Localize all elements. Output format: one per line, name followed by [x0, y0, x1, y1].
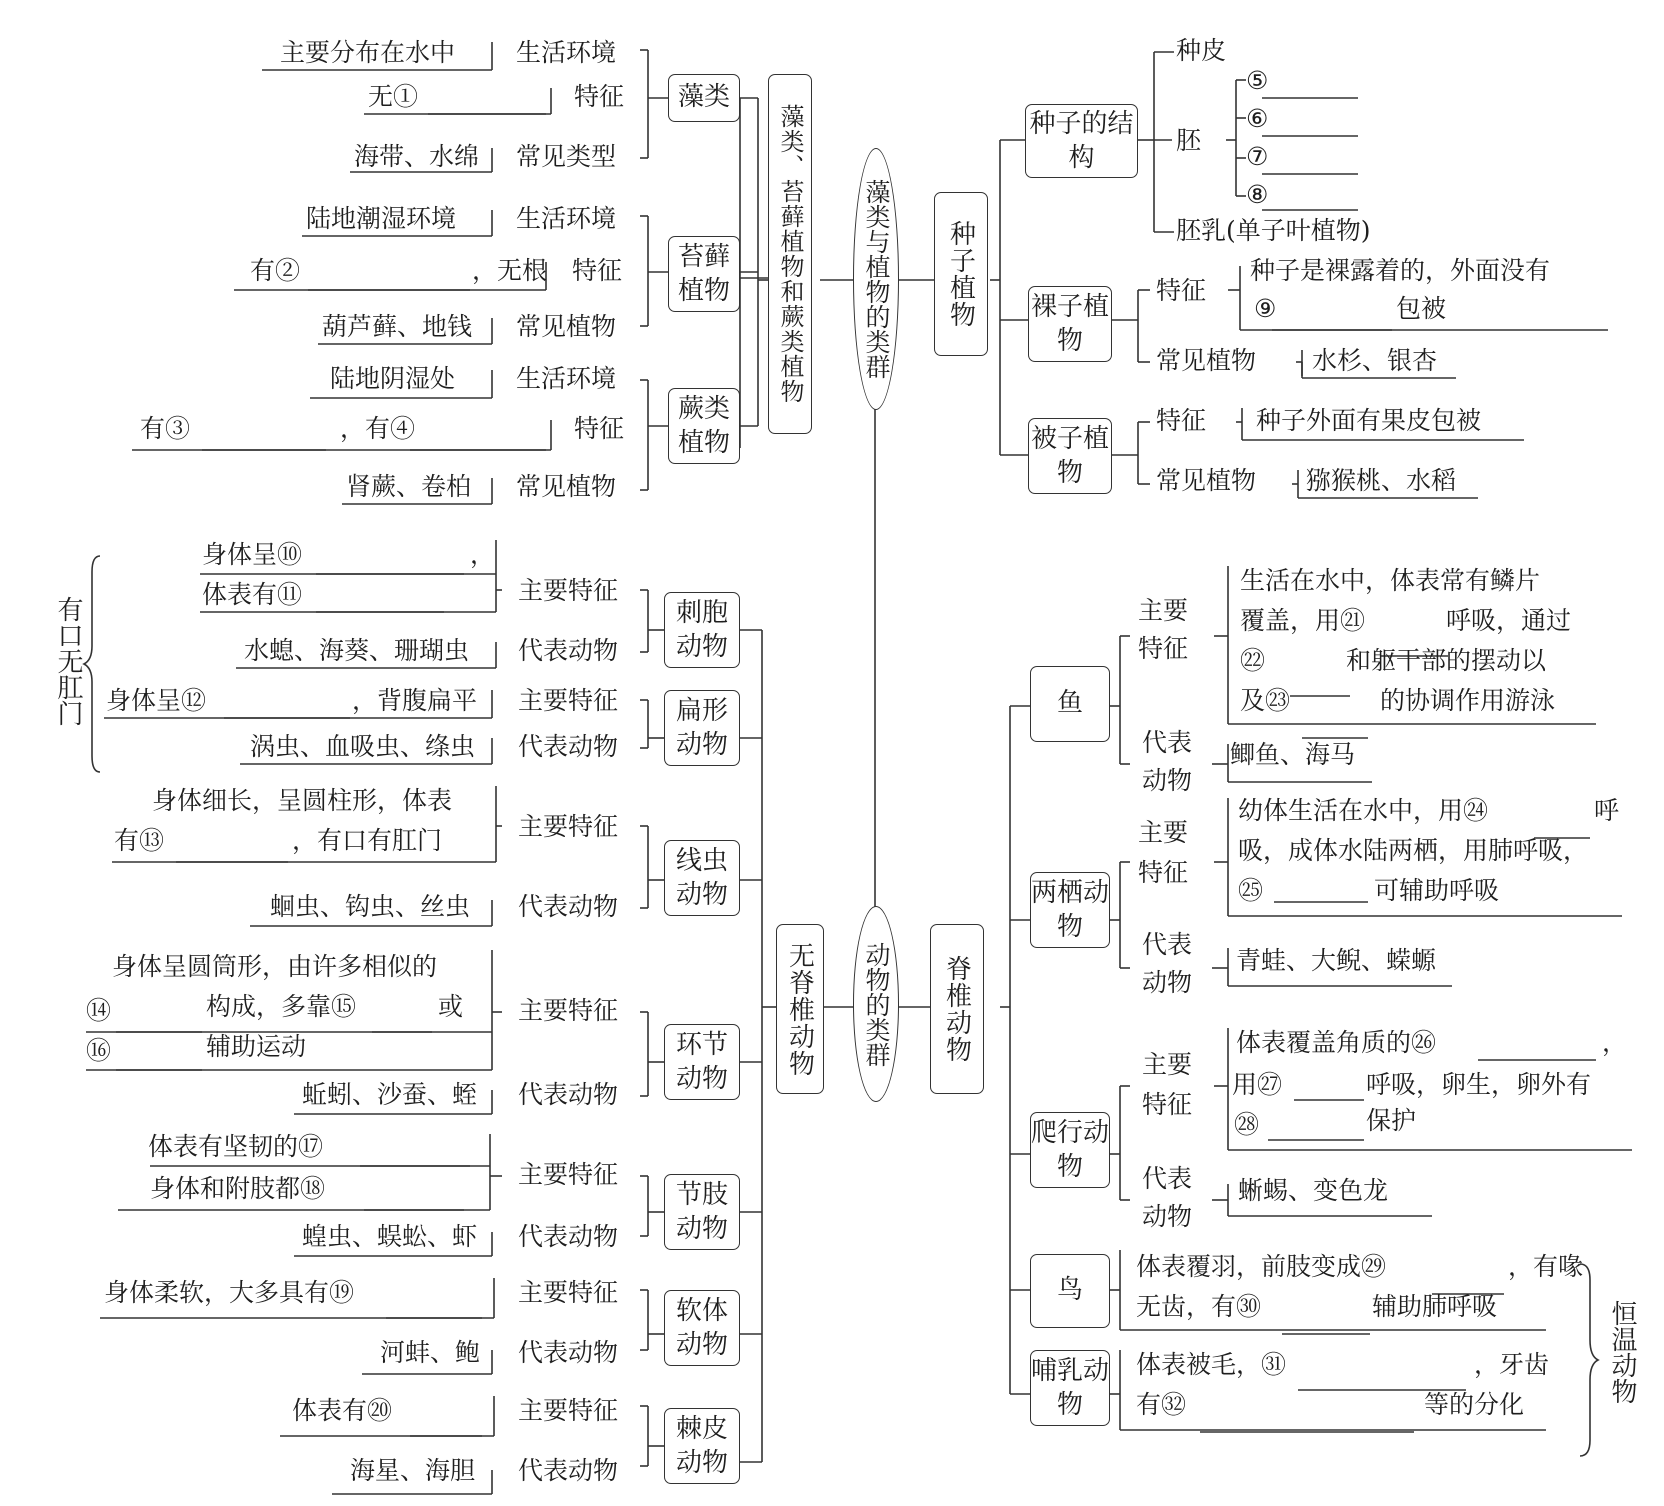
- mammal-node: 哺乳动物: [1030, 1350, 1110, 1426]
- reptile-l3b: 保护: [1366, 1106, 1417, 1135]
- reptile-rep-label-1: 代表: [1142, 1164, 1193, 1193]
- algae-habitat-label: 生活环境: [516, 38, 617, 67]
- annelid-rep-label: 代表动物: [518, 1080, 619, 1109]
- fish-l2b: 呼吸，通过: [1446, 606, 1572, 635]
- no-anus-brace-label: 有口无肛门: [53, 596, 83, 726]
- algae-feature: 无①: [368, 82, 419, 111]
- nematode-f2b: ，有口有肛门: [292, 826, 443, 855]
- reptile-l1a: 体表覆盖角质的㉖: [1236, 1028, 1437, 1057]
- mollusk-main-label: 主要特征: [518, 1278, 619, 1307]
- mollusk-node: 软体动物: [664, 1290, 740, 1366]
- arthropod-f1: 体表有坚韧的⑰: [148, 1132, 324, 1161]
- invertebrates-node: 无脊椎动物: [776, 924, 824, 1094]
- angio-feature: 种子外面有果皮包被: [1256, 406, 1482, 435]
- cnidaria-rep: 水螅、海葵、珊瑚虫: [244, 636, 470, 665]
- fish-l3b: 和躯干部的摆动以: [1346, 646, 1547, 675]
- angio-types: 猕猴桃、水稻: [1306, 466, 1457, 495]
- amphibian-rep-label-2: 动物: [1142, 968, 1193, 997]
- annelid-f3b: 辅助运动: [206, 1032, 307, 1061]
- mammal-l1a: 体表被毛，㉛: [1136, 1350, 1287, 1379]
- reptile-main-label-2: 特征: [1142, 1090, 1193, 1119]
- nematode-main-label: 主要特征: [518, 812, 619, 841]
- angio-types-label: 常见植物: [1156, 466, 1257, 495]
- mammal-l2b: 等的分化: [1424, 1390, 1525, 1419]
- cnidaria-f1: 身体呈⑩: [202, 540, 303, 569]
- embryo-part-6: ⑥: [1246, 104, 1269, 133]
- amphibian-l3a: ㉕: [1238, 876, 1264, 905]
- flatworm-f1: 身体呈⑫: [106, 686, 207, 715]
- echino-main-label: 主要特征: [518, 1396, 619, 1425]
- algae-node: 藻类: [668, 74, 740, 122]
- mollusk-rep: 河蚌、鲍: [380, 1338, 481, 1367]
- cnidaria-node: 刺胞动物: [664, 592, 740, 668]
- fish-node: 鱼: [1030, 666, 1110, 742]
- embryo: 胚: [1176, 126, 1202, 155]
- amphibian-main-label-1: 主要: [1138, 818, 1189, 847]
- reptile-rep: 蜥蜴、变色龙: [1238, 1176, 1389, 1205]
- fern-feature-b: ，有④: [340, 414, 416, 443]
- moss-habitat-label: 生活环境: [516, 204, 617, 233]
- echino-rep: 海星、海胆: [350, 1456, 476, 1485]
- fish-l1: 生活在水中，体表常有鳞片: [1240, 566, 1541, 595]
- seed-structure-node: 种子的结构: [1025, 104, 1138, 178]
- gymno-types: 水杉、银杏: [1312, 346, 1438, 375]
- gymno-types-label: 常见植物: [1156, 346, 1257, 375]
- arthropod-node: 节肢动物: [664, 1174, 740, 1250]
- fish-l3a: ㉒: [1240, 646, 1266, 675]
- flatworm-node: 扁形动物: [664, 690, 740, 766]
- cnidaria-f1-end: ，: [470, 540, 496, 569]
- cnidaria-rep-label: 代表动物: [518, 636, 619, 665]
- bird-l2a: 无齿，有㉚: [1136, 1292, 1262, 1321]
- bird-l2b: 辅助肺呼吸: [1372, 1292, 1498, 1321]
- annelid-f2b: 构成，多靠⑮: [206, 992, 357, 1021]
- amphibian-l1a: 幼体生活在水中，用㉔: [1238, 796, 1489, 825]
- reptile-l2b: 呼吸，卵生，卵外有: [1366, 1070, 1592, 1099]
- arthropod-rep: 蝗虫、蜈蚣、虾: [302, 1222, 478, 1251]
- mammal-l1b: ，牙齿: [1474, 1350, 1550, 1379]
- amphibian-l3b: 可辅助呼吸: [1374, 876, 1500, 905]
- moss-feature-label: 特征: [572, 256, 623, 285]
- amphibian-node: 两栖动物: [1030, 872, 1110, 948]
- moss-feature-a: 有②: [250, 256, 301, 285]
- amphibian-rep-label-1: 代表: [1142, 930, 1193, 959]
- fern-habitat: 陆地阴湿处: [330, 364, 456, 393]
- fish-l4a: 及㉓: [1240, 686, 1291, 715]
- angio-feature-label: 特征: [1156, 406, 1207, 435]
- reptile-l2a: 用㉗: [1232, 1070, 1283, 1099]
- annelid-f2a: ⑭: [86, 996, 112, 1025]
- gymno-feature-line2b: 包被: [1396, 294, 1447, 323]
- nematode-f1: 身体细长，呈圆柱形，体表: [152, 786, 453, 815]
- warm-blooded-brace-label: 恒温动物: [1607, 1300, 1637, 1404]
- annelid-f3a: ⑯: [86, 1036, 112, 1065]
- moss-name: 苔藓植物: [677, 242, 730, 306]
- fern-name: 蕨类植物: [677, 394, 730, 458]
- arthropod-main-label: 主要特征: [518, 1160, 619, 1189]
- mollusk-f1: 身体柔软，大多具有⑲: [104, 1278, 355, 1307]
- algae-types-label: 常见类型: [516, 142, 617, 171]
- endosperm: 胚乳(单子叶植物): [1176, 216, 1371, 245]
- bird-l1a: 体表覆羽，前肢变成㉙: [1136, 1252, 1387, 1281]
- reptile-l1b: ，: [1602, 1028, 1628, 1057]
- cnidaria-main-label: 主要特征: [518, 576, 619, 605]
- moss-feature-b: ，无根: [472, 256, 548, 285]
- arthropod-f2: 身体和附肢都⑱: [150, 1174, 326, 1203]
- moss-habitat: 陆地潮湿环境: [306, 204, 457, 233]
- flatworm-rep: 涡虫、血吸虫、绦虫: [250, 732, 476, 761]
- echino-rep-label: 代表动物: [518, 1456, 619, 1485]
- nematode-f2a: 有⑬: [114, 826, 165, 855]
- echinoderm-node: 棘皮动物: [664, 1408, 740, 1484]
- moss-node: [668, 236, 740, 312]
- reptile-rep-label-2: 动物: [1142, 1202, 1193, 1231]
- flatworm-main-label: 主要特征: [518, 686, 619, 715]
- gymno-feature-line1: 种子是裸露着的，外面没有: [1250, 256, 1551, 285]
- reptile-main-label-1: 主要: [1142, 1050, 1193, 1079]
- annelid-main-label: 主要特征: [518, 996, 619, 1025]
- echino-f1: 体表有⑳: [292, 1396, 393, 1425]
- algae-feature-label: 特征: [574, 82, 625, 111]
- flatworm-f1-end: ，背腹扁平: [352, 686, 478, 715]
- fern-habitat-label: 生活环境: [516, 364, 617, 393]
- seed-plants-node: 种子植物: [934, 192, 988, 356]
- fern-feature-label: 特征: [574, 414, 625, 443]
- angiosperm-node: 被子植物: [1028, 418, 1112, 494]
- embryo-part-8: ⑧: [1246, 180, 1269, 209]
- moss-types: 葫芦藓、地钱: [322, 312, 473, 341]
- algae-habitat: 主要分布在水中: [280, 38, 456, 67]
- moss-types-label: 常见植物: [516, 312, 617, 341]
- mollusk-rep-label: 代表动物: [518, 1338, 619, 1367]
- gymno-feature-label: 特征: [1156, 276, 1207, 305]
- amphibian-main-label-2: 特征: [1138, 858, 1189, 887]
- annelid-rep: 蚯蚓、沙蚕、蛭: [302, 1080, 478, 1109]
- seed-coat: 种皮: [1176, 36, 1227, 65]
- annelid-f1: 身体呈圆筒形，由许多相似的: [112, 952, 438, 981]
- embryo-part-5: ⑤: [1246, 66, 1269, 95]
- annelid-node: 环节动物: [664, 1024, 740, 1100]
- embryo-part-7: ⑦: [1246, 142, 1269, 171]
- nematode-rep-label: 代表动物: [518, 892, 619, 921]
- fish-main-label-2: 特征: [1138, 634, 1189, 663]
- fish-rep-label-2: 动物: [1142, 766, 1193, 795]
- nematode-node: 线虫动物: [664, 840, 740, 916]
- vertebrates-node: 脊椎动物: [930, 924, 984, 1094]
- fish-l2a: 覆盖，用㉑: [1240, 606, 1366, 635]
- algae-types: 海带、水绵: [354, 142, 480, 171]
- animals-center-node: 动物的类群: [853, 906, 899, 1102]
- arthropod-rep-label: 代表动物: [518, 1222, 619, 1251]
- nematode-rep: 蛔虫、钩虫、丝虫: [270, 892, 471, 921]
- amphibian-l2: 吸，成体水陆两栖，用肺呼吸，: [1238, 836, 1589, 865]
- annelid-f2c: 或: [438, 992, 464, 1021]
- mammal-l2a: 有㉜: [1136, 1390, 1187, 1419]
- bird-l1b: ，有喙: [1508, 1252, 1584, 1281]
- gymno-feature-line2a: ⑨: [1254, 294, 1277, 323]
- algae-moss-fern-node: 藻类、苔藓植物和蕨类植物: [768, 74, 812, 434]
- reptile-node: 爬行动物: [1030, 1112, 1110, 1188]
- gymnosperm-node: 裸子植物: [1028, 286, 1112, 362]
- fish-rep-label-1: 代表: [1142, 728, 1193, 757]
- fish-rep: 鲫鱼、海马: [1230, 740, 1356, 769]
- flatworm-rep-label: 代表动物: [518, 732, 619, 761]
- fern-node: [668, 388, 740, 464]
- fish-main-label-1: 主要: [1138, 596, 1189, 625]
- amphibian-rep: 青蛙、大鲵、蝾螈: [1236, 946, 1437, 975]
- fern-types: 肾蕨、卷柏: [346, 472, 472, 501]
- bird-node: 鸟: [1030, 1254, 1110, 1328]
- amphibian-l1b: 呼: [1594, 796, 1620, 825]
- cnidaria-f2: 体表有⑪: [202, 580, 303, 609]
- plants-center-node: 藻类与植物的类群: [853, 148, 899, 410]
- fern-feature-a: 有③: [140, 414, 191, 443]
- reptile-l3a: ㉘: [1234, 1110, 1260, 1139]
- fern-types-label: 常见植物: [516, 472, 617, 501]
- fish-l4b: 的协调作用游泳: [1380, 686, 1556, 715]
